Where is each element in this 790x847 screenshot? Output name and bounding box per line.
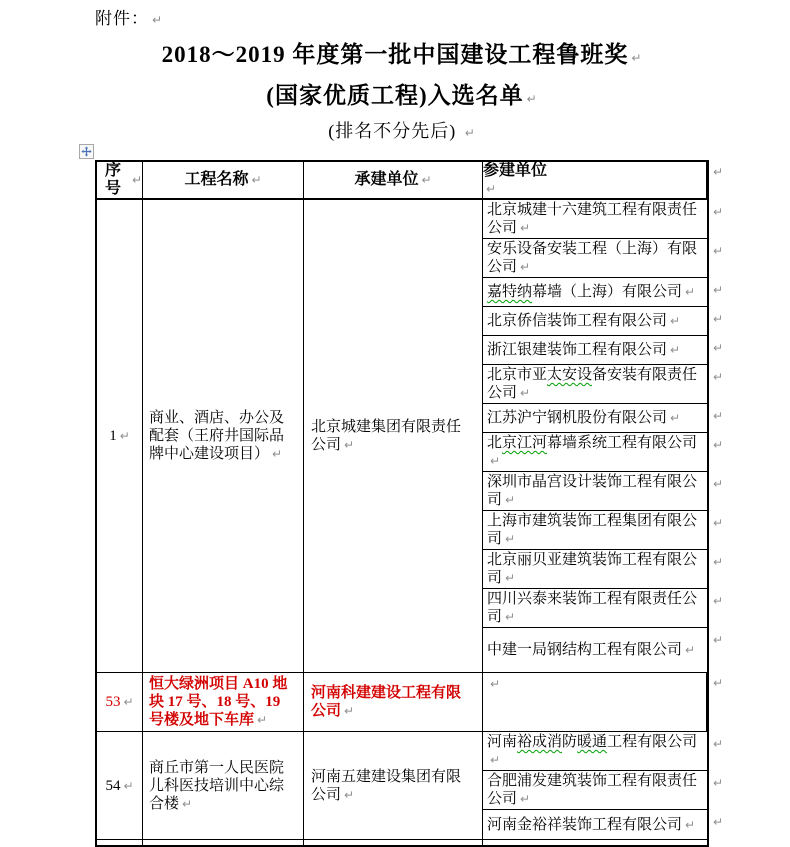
paragraph-mark-icon: ↵ — [464, 126, 476, 140]
contractor-name-text: 河南五建建设集团有限公司 ↵ — [311, 768, 462, 803]
participant-name-text: 北京江河幕墙系统工程有限公司↵ — [487, 435, 698, 468]
table-row-partial — [97, 840, 707, 845]
attachment-label — [95, 4, 163, 29]
paragraph-mark-icon: ↵ — [685, 643, 696, 657]
participant-name-text: 深圳市晶宫设计装饰工程有限公司 ↵ — [487, 474, 698, 508]
participant-name-text: 江苏沪宁钢机股份有限公司 ↵ — [487, 410, 681, 426]
table-row — [97, 200, 723, 673]
empty-cell — [304, 840, 483, 845]
contractor-cell — [304, 673, 483, 731]
paragraph-mark-icon: ↵ — [505, 493, 516, 507]
serial-cell — [97, 673, 143, 731]
serial-number: 53 — [105, 694, 121, 710]
paragraph-mark-icon: ↵ — [344, 438, 355, 452]
spellcheck-squiggle: 暖通 — [577, 734, 608, 750]
paragraph-mark-icon: ↵ — [712, 477, 723, 491]
header-cell-participants — [483, 162, 707, 198]
participant-name-text: 安乐设备安装工程（上海）有限公司 ↵ — [487, 241, 698, 275]
paragraph-mark-icon: ↵ — [131, 173, 142, 187]
participant-item — [483, 278, 723, 307]
serial-cell — [97, 732, 143, 839]
paragraph-mark-icon: ↵ — [712, 594, 723, 608]
paragraph-mark-icon: ↵ — [123, 778, 134, 793]
paragraph-mark-icon: ↵ — [520, 386, 531, 400]
participant-name-text: 合肥浦发建筑装饰工程有限责任公司 ↵ — [487, 773, 698, 807]
paragraph-mark-icon: ↵ — [486, 182, 497, 196]
paragraph-mark-icon: ↵ — [712, 165, 723, 179]
project-cell — [143, 200, 304, 672]
paragraph-mark-icon: ↵ — [152, 13, 164, 27]
empty-cell — [97, 840, 143, 845]
paragraph-mark-icon: ↵ — [251, 173, 262, 187]
participant-item — [483, 404, 723, 433]
participant-item — [483, 810, 723, 839]
paragraph-mark-icon: ↵ — [712, 776, 723, 790]
participant-name-text: 上海市建筑装饰工程集团有限公司 ↵ — [487, 513, 698, 547]
paragraph-mark-icon: ↵ — [712, 815, 723, 829]
table-move-handle-icon[interactable] — [79, 144, 94, 159]
paragraph-mark-icon: ↵ — [712, 516, 723, 530]
participants-cell — [483, 673, 707, 731]
award-table — [95, 160, 723, 847]
contractor-cell — [304, 200, 483, 672]
paragraph-mark-icon: ↵ — [712, 676, 723, 690]
paragraph-mark-icon: ↵ — [119, 429, 130, 443]
participant-name-text: 河南金裕祥装饰工程有限公司 ↵ — [487, 816, 696, 833]
attachment-label-text: 附件： — [95, 9, 149, 28]
paragraph-mark-icon: ↵ — [490, 677, 501, 691]
paragraph-mark-icon: ↵ — [712, 205, 723, 219]
spellcheck-squiggle: 京江河 — [502, 435, 548, 451]
paragraph-mark-icon: ↵ — [712, 312, 723, 326]
paragraph-mark-icon: ↵ — [712, 737, 723, 751]
participants-cell — [483, 200, 723, 672]
paragraph-mark-icon: ↵ — [520, 792, 531, 806]
paragraph-mark-icon: ↵ — [685, 817, 696, 832]
empty-cell — [143, 840, 304, 845]
participant-name-text: 四川兴泰来装饰工程有限责任公司 ↵ — [487, 591, 698, 625]
participant-name-text: 浙江银建装饰工程有限公司 ↵ — [487, 342, 681, 358]
participant-item — [483, 239, 723, 278]
participant-item — [483, 589, 723, 628]
project-name-text: 商业、酒店、办公及配套（王府井国际品牌中心建设项目） ↵ — [149, 410, 285, 462]
participant-item — [483, 336, 723, 365]
page-title-line1-text: 2018～2019 年度第一批中国建设工程鲁班奖 — [161, 42, 629, 67]
header-cell-serial-text: 序号 — [104, 162, 121, 197]
paragraph-mark-icon: ↵ — [344, 704, 355, 718]
table-row — [97, 732, 723, 840]
header-cell-serial — [97, 162, 143, 198]
paragraph-mark-icon: ↵ — [257, 713, 268, 727]
paragraph-mark-icon: ↵ — [670, 343, 681, 357]
page-title-line1 — [12, 36, 790, 77]
participant-name-text: 北京丽贝亚建筑装饰工程有限公司 ↵ — [487, 552, 698, 586]
participant-name-text: 河南裕成消防暖通工程有限公司↵ — [487, 734, 698, 767]
empty-cell — [483, 840, 707, 845]
paragraph-mark-icon: ↵ — [670, 314, 681, 328]
paragraph-mark-icon: ↵ — [505, 532, 516, 546]
paragraph-mark-icon: ↵ — [712, 409, 723, 423]
participant-name-text: 北京市亚太安设备安装有限责任公司 ↵ — [487, 367, 698, 401]
participant-item — [483, 771, 723, 810]
serial-number: 1 — [109, 428, 117, 444]
paragraph-mark-icon: ↵ — [712, 633, 723, 647]
paragraph-mark-icon: ↵ — [712, 244, 723, 258]
participant-name-text: 中建一局钢结构工程有限公司 ↵ — [487, 642, 696, 658]
participant-item — [483, 433, 723, 472]
project-cell — [143, 732, 304, 839]
paragraph-mark-icon: ↵ — [520, 221, 531, 235]
paragraph-mark-icon: ↵ — [490, 753, 501, 767]
paragraph-mark-icon: ↵ — [712, 283, 723, 297]
paragraph-mark-icon: ↵ — [712, 438, 723, 452]
header-cell-contractor — [304, 162, 483, 198]
header-cell-contractor-text: 承建单位 — [354, 171, 419, 188]
move-arrows-icon — [81, 146, 92, 157]
participant-name-text: 嘉特纳幕墙（上海）有限公司 ↵ — [487, 284, 696, 300]
serial-cell — [97, 200, 143, 672]
page-title-line2-text: (国家优质工程)入选名单 — [266, 83, 524, 108]
participant-item — [483, 200, 723, 239]
contractor-name-text: 河南科建建设工程有限公司 ↵ — [311, 685, 462, 719]
paragraph-mark-icon: ↵ — [670, 411, 681, 425]
participant-item — [483, 732, 723, 771]
paragraph-mark-icon: ↵ — [712, 370, 723, 384]
paragraph-mark-icon: ↵ — [505, 610, 516, 624]
participant-item — [483, 628, 723, 672]
participant-item — [483, 511, 723, 550]
contractor-name-text: 北京城建集团有限责任公司 ↵ — [311, 419, 462, 453]
table-header-row — [97, 162, 723, 200]
spellcheck-squiggle: 太安设 — [547, 367, 593, 383]
page-title-line2 — [12, 77, 790, 118]
paragraph-mark-icon: ↵ — [712, 341, 723, 355]
paragraph-mark-icon: ↵ — [631, 51, 643, 65]
title-block — [12, 36, 790, 146]
header-cell-participants-text: 参建单位 — [483, 162, 548, 179]
serial-number: 54 — [105, 777, 121, 794]
project-name-text: 商丘市第一人民医院儿科医技培训中心综合楼 ↵ — [149, 759, 285, 812]
participant-name-text: 北京城建十六建筑工程有限责任公司 ↵ — [487, 202, 698, 236]
participant-item — [483, 307, 723, 336]
paragraph-mark-icon: ↵ — [272, 447, 283, 461]
header-cell-project-name-text: 工程名称 — [184, 171, 249, 188]
participants-cell — [483, 732, 723, 839]
paragraph-mark-icon: ↵ — [421, 173, 432, 187]
paragraph-mark-icon: ↵ — [182, 796, 193, 811]
participant-item — [483, 365, 723, 404]
page-subtitle-text: (排名不分先后) — [328, 121, 457, 141]
paragraph-mark-icon: ↵ — [490, 454, 501, 468]
table-row — [97, 673, 723, 732]
participant-item — [483, 472, 723, 511]
paragraph-mark-icon: ↵ — [520, 260, 531, 274]
paragraph-mark-icon: ↵ — [505, 571, 516, 585]
paragraph-mark-icon: ↵ — [712, 555, 723, 569]
page-subtitle — [12, 118, 790, 146]
header-cell-project-name — [143, 162, 304, 198]
spellcheck-squiggle: 嘉特纳 — [487, 284, 533, 300]
participant-item — [483, 550, 723, 589]
project-cell — [143, 673, 304, 731]
paragraph-mark-icon: ↵ — [123, 695, 134, 709]
spellcheck-squiggle: 裕成消 — [517, 734, 563, 750]
contractor-cell — [304, 732, 483, 839]
paragraph-mark-icon: ↵ — [526, 92, 538, 106]
project-name-text: 恒大绿洲项目 A10 地块 17 号、18 号、19 号楼及地下车库 ↵ — [149, 676, 288, 728]
paragraph-mark-icon: ↵ — [344, 787, 355, 802]
paragraph-mark-icon: ↵ — [685, 285, 696, 299]
participant-name-text: 北京侨信装饰工程有限公司 ↵ — [487, 313, 681, 329]
